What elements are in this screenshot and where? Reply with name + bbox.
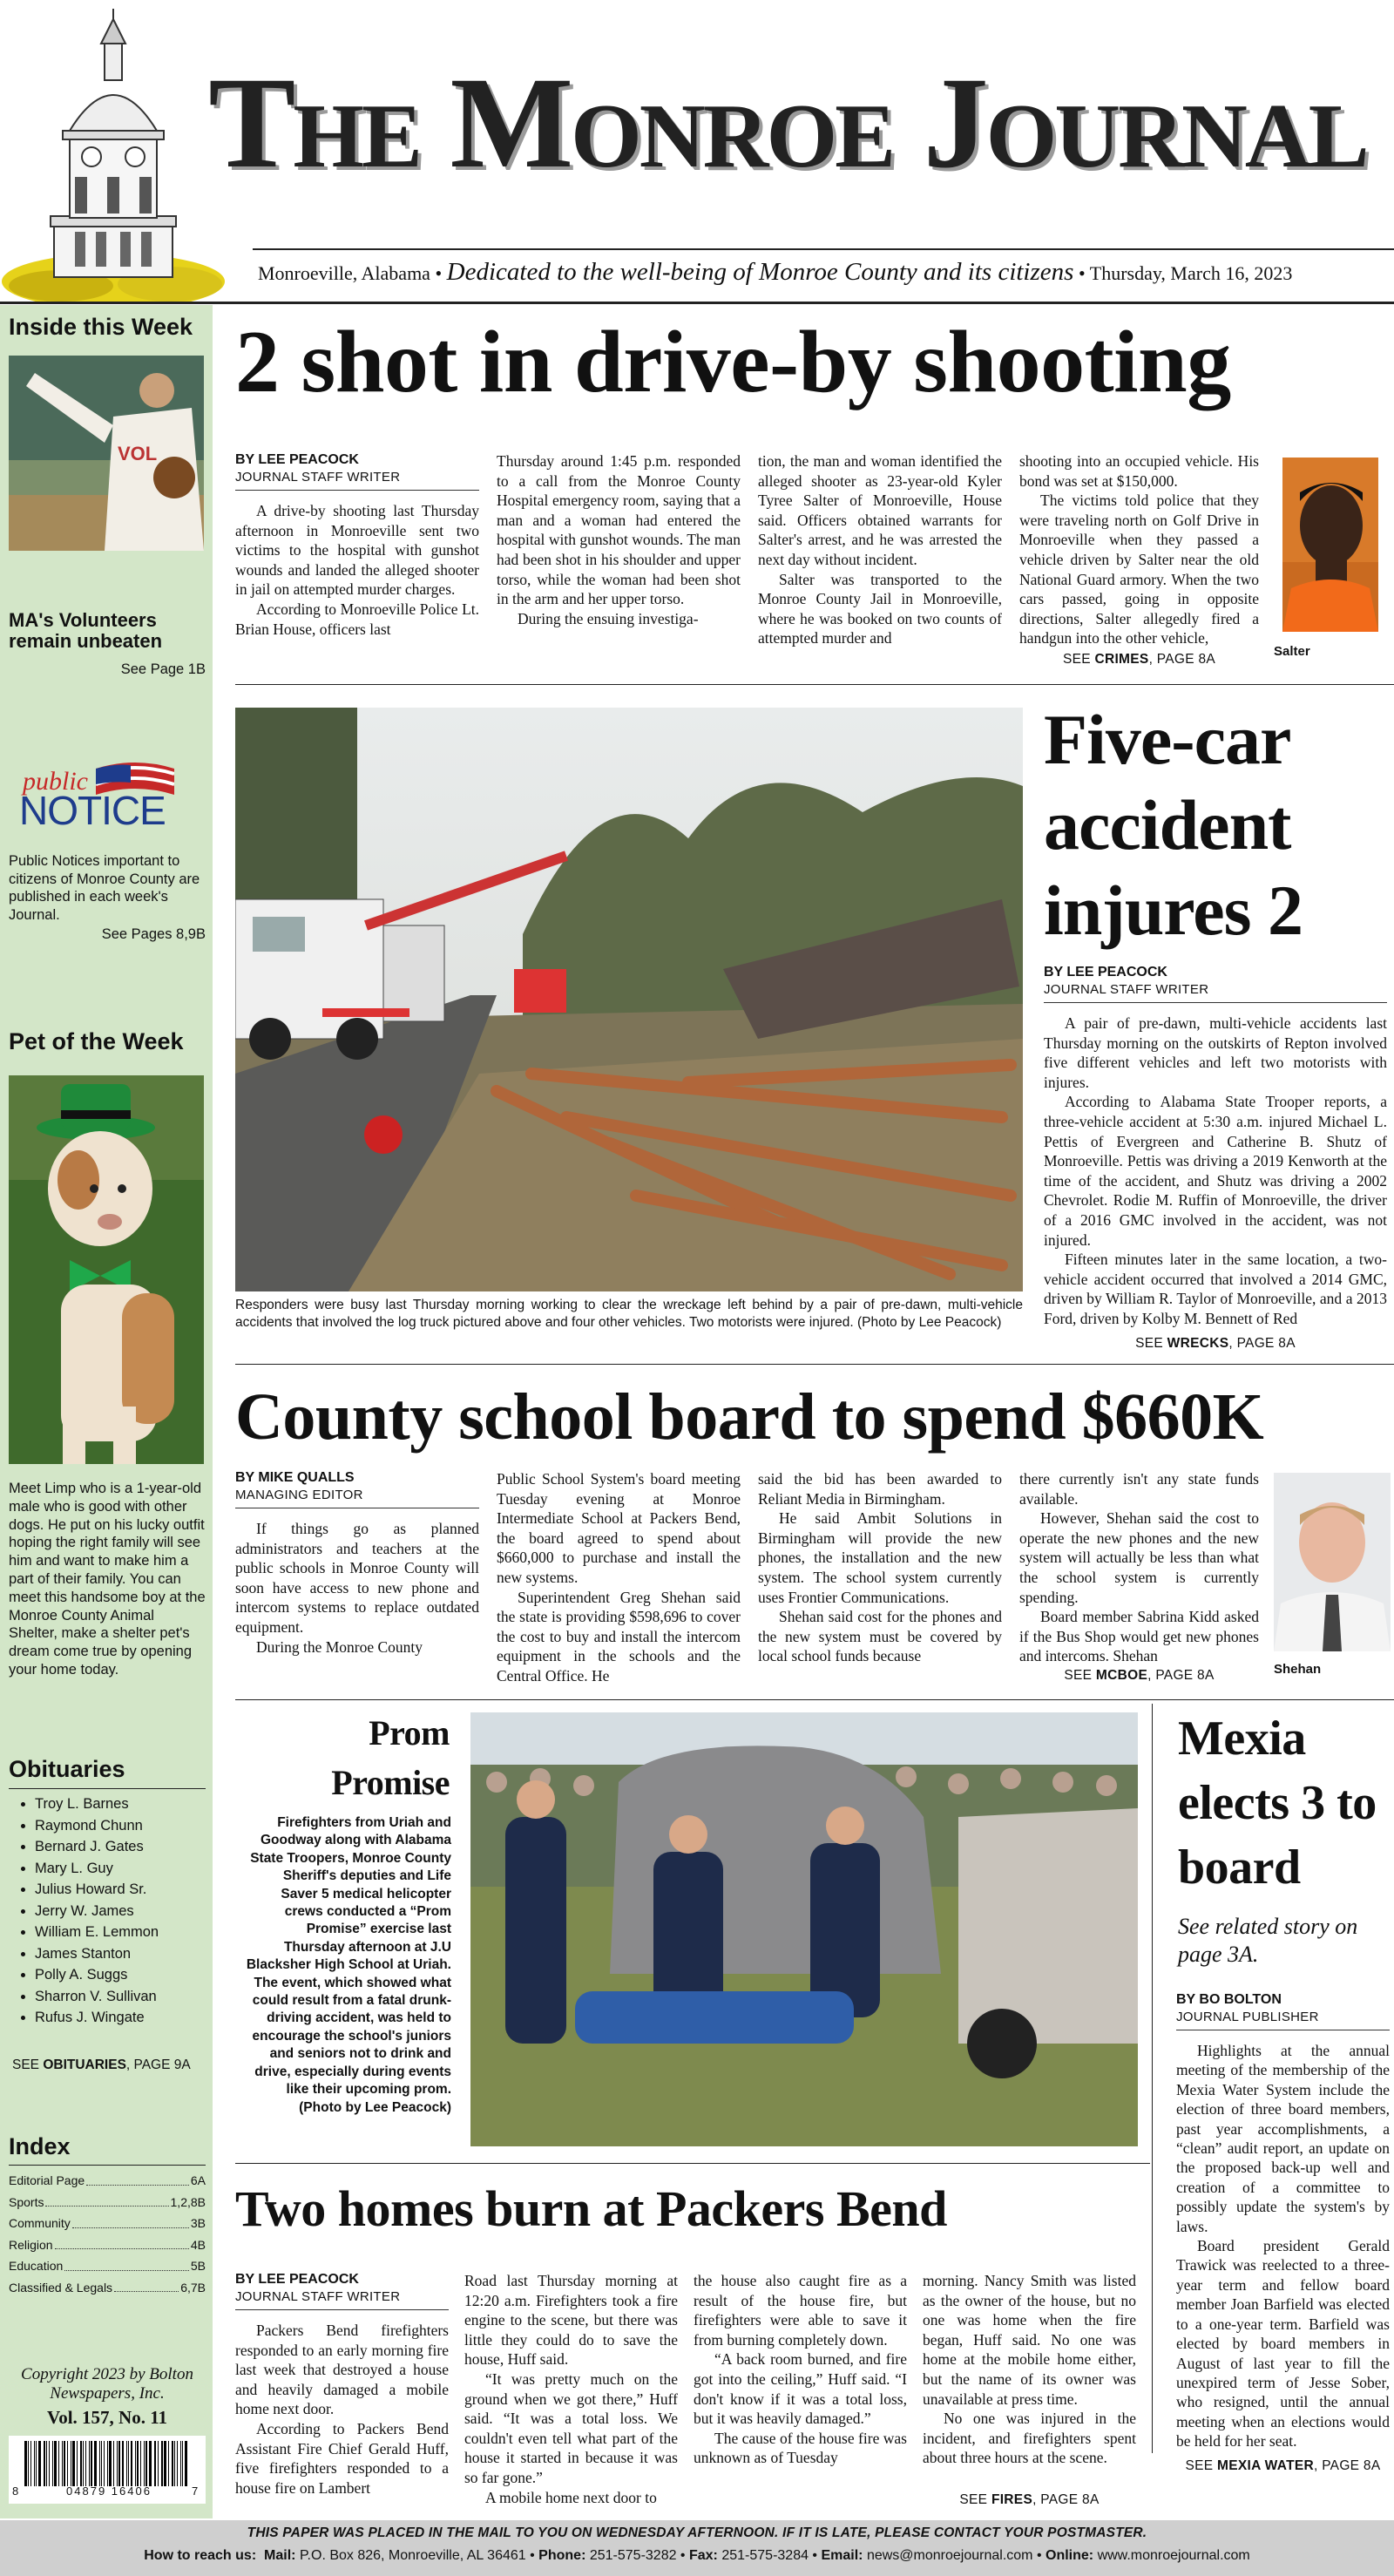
obituary-name: • Bernard J. Gates xyxy=(35,1836,206,1858)
paragraph: “A back room burned, and fire got into the ceiling,” Huff said. “I don't know if it was a total loss, but it was heavily damaged.” xyxy=(694,2350,907,2428)
pet-heading: Pet of the Week xyxy=(9,1028,184,1054)
paragraph: If things go as planned administrators and teachers at the public schools in Monroe County will soon have access to new phone and intercom systems to replace outdated equipment. xyxy=(235,1520,479,1636)
paragraph: said the bid has been awarded to Reliant Media in Birmingham. xyxy=(758,1470,1002,1508)
obituary-name: • Troy L. Barnes xyxy=(35,1793,206,1815)
postmaster-notice: THIS PAPER WAS PLACED IN THE MAIL TO YOU ON WEDNESDAY AFTERNOON. IF IT IS LATE, PLEASE CONTACT YOUR POSTMASTER. xyxy=(247,2525,1147,2540)
paragraph: According to Packers Bend Assistant Fire Chief Gerald Huff, five firefighters responded to a house fire on Lambert xyxy=(235,2419,449,2497)
volume: Vol. 157, No. 11 xyxy=(46,2407,168,2428)
story5-jump: SEE FIRES, PAGE 8A xyxy=(959,2491,1100,2507)
public-notice-logo: public NOTICE xyxy=(17,760,192,830)
story4-related: See related story on page 3A. xyxy=(1178,1914,1358,1967)
baseball-photo xyxy=(9,356,204,551)
masthead-title: The Monroe Journal xyxy=(208,51,1367,195)
paragraph: Shehan said cost for the phones and the new system must be covered by local school funds because xyxy=(758,1608,1002,1665)
masthead xyxy=(0,0,1394,305)
paragraph: Thursday around 1:45 p.m. responded to a call from the Monroe County Hospital emergency room, saying that a man and a woman had entered the hospital with gunshot wounds. The man had been shot in his shoulder and upper torso, while the woman had been shot in the arm and her upper torso. xyxy=(497,452,741,608)
svg-text:VOL: VOL xyxy=(118,443,158,464)
index-row: Editorial Page 6A xyxy=(9,2170,206,2192)
prom-headline: Prom Promise xyxy=(331,1713,450,1802)
index-row: Education 5B xyxy=(9,2255,206,2277)
paragraph: According to Monroeville Police Lt. Brian House, officers last xyxy=(235,600,479,638)
copyright: Copyright 2023 by Bolton Newspapers, Inc. xyxy=(21,2365,193,2403)
paragraph: “It was pretty much on the ground when we got there,” Huff said. “It was a total loss. We couldn't even tell what part of the house it started in because it was so far gone.” xyxy=(464,2369,678,2486)
pet-photo xyxy=(9,1075,204,1464)
paragraph: A mobile home next door to xyxy=(485,2488,657,2506)
story3-col1: BY MIKE QUALLS MANAGING EDITOR If things go as planned administrators and teachers at the public schools in Monroe County will soon have access to new phone and intercom systems to replace outdated equipment. During the Monroe County xyxy=(235,1470,479,1656)
obituaries-see: SEE OBITUARIES, PAGE 9A xyxy=(12,2057,191,2072)
paragraph: A drive-by shooting last Thursday afternoon in Monroeville sent two victims to the hospital with gunshot wounds and landed the alleged shooter in jail on attempted murder charges. xyxy=(235,502,479,599)
paragraph: During the ensuing investiga- xyxy=(518,609,699,627)
pet-text: Meet Limp who is a 1-year-old male who is good with other dogs. He put on his lucky outfit hoping the right family will see him and want to make him a part of their family. You can meet this handsome boy at the Monroe County Animal Shelter, make a shelter pet's dream come true by opening your home today. xyxy=(9,1481,206,1678)
paragraph: Board president Gerald Trawick was reelected to a three-year term and fellow board member Joan Barfield was elected to a one-year term. Barfield was elected by board members in August of last year to fill the unexpired term of Jesse Sober, who resigned, until the annual meeting when an elections would be held for her seat. xyxy=(1176,2237,1390,2451)
index-row: Community 3B xyxy=(9,2213,206,2234)
obituary-name: • Jerry W. James xyxy=(35,1901,206,1922)
obituary-name: • Julius Howard Sr. xyxy=(35,1879,206,1901)
story5-col1: BY LEE PEACOCK JOURNAL STAFF WRITER Packers Bend firefighters responded to an early morning fire last week that destroyed a house and heavily damaged a mobile home next door. According to Packers Bend Assistant Fire Chief Gerald Huff, five firefighters responded to a house fire on Lambert xyxy=(235,2272,449,2497)
index-heading: Index xyxy=(9,2133,71,2159)
accident-photo xyxy=(235,708,1023,1291)
story3-col3 xyxy=(758,1469,1002,1666)
paragraph: Board member Sabrina Kidd asked if the Bus Shop would get new phones and intercoms. Shehan xyxy=(1019,1608,1259,1665)
story5-col3 xyxy=(694,2271,907,2468)
story4-jump: SEE MEXIA WATER, PAGE 8A xyxy=(1185,2457,1381,2473)
paragraph: Public School System's board meeting Tuesday evening at Monroe Intermediate School at Packers Bend, the board agreed to spend about $660,000 to purchase and install the new systems. xyxy=(497,1470,741,1586)
barcode: 8 04879 16406 7 xyxy=(9,2436,206,2504)
index-list xyxy=(9,2170,206,2298)
obituary-name: • William E. Lemmon xyxy=(35,1922,206,1943)
story4-body: BY BO BOLTON JOURNAL PUBLISHER Highlights at the annual meeting of the membership of the Mexia Water System include the election of three board members, past year accomplishments, a “clean” audit report, an update on the proposed back-up well and creation of a committee to possibly update the system's by laws. Board president Gerald Trawick was reelected to a three-year term and fellow board member Joan Barfield was elected to a one-year term. Barfield was elected by board members in August of last year to fill the unexpired term of Jesse Sober, who resigned, until the annual meeting when an elections would be held for her seat. SEE MEXIA WATER, PAGE 8A xyxy=(1176,1991,1390,2476)
index-row: Classified & Legals 6,7B xyxy=(9,2277,206,2299)
footer xyxy=(0,2520,1394,2576)
paragraph: Packers Bend firefighters responded to an early morning fire last week that destroyed a house and heavily damaged a mobile home next door. xyxy=(235,2322,449,2418)
story4-headline: Mexia elects 3 to board xyxy=(1178,1712,1377,1895)
story1-col3 xyxy=(758,451,1002,648)
obituaries-heading: Obituaries xyxy=(9,1756,125,1782)
paragraph: morning. Nancy Smith was listed as the owner of the house, but no one was home when the fire began, Huff said. No one was home at the mobile home either, but the name of its owner was unavailable at press time. xyxy=(923,2272,1136,2408)
paragraph: He said Ambit Solutions in Birmingham will provide the new phones, the installation and the new system. The school system currently uses Frontier Communications. xyxy=(758,1509,1002,1606)
story2-headline: Five-car accident injures 2 xyxy=(1044,700,1303,950)
obituary-name: • Sharron V. Sullivan xyxy=(35,1986,206,2008)
story5-headline: Two homes burn at Packers Bend xyxy=(235,2180,947,2237)
inside-heading: Inside this Week xyxy=(9,314,193,340)
paragraph: According to Alabama State Trooper reports, a three-vehicle accident at 5:30 a.m. injured Michael L. Pettis of Evergreen and Catherine B. Shutz of Monroeville. Pettis was driving a 2019 Kenworth at the time of the accident, and Shutz was driving a 2002 Chevrolet. Rodie M. Ruffin of Monroeville, the driver of a 2016 GMC involved in the accident, was not injured. xyxy=(1044,1093,1387,1249)
paragraph: Salter was transported to the Monroe County Jail in Monroeville, where he was booked on two counts of attempted murder and xyxy=(758,570,1002,647)
story3-col4 xyxy=(1019,1469,1259,1686)
story2-jump: SEE WRECKS, PAGE 8A xyxy=(1135,1335,1296,1351)
shehan-mugshot xyxy=(1274,1473,1391,1651)
story3-col2 xyxy=(497,1469,741,1686)
story2-body: BY LEE PEACOCK JOURNAL STAFF WRITER A pair of pre-dawn, multi-vehicle accidents last Thursday morning on the outskirts of Repton involved five different vehicles and left two motorists with injures. According to Alabama State Trooper reports, a three-vehicle accident at 5:30 a.m. injured Michael L. Pettis of Evergreen and Catherine B. Shutz of Monroeville. Pettis was driving a 2019 Kenworth at the time of the accident, and Shutz was driving a 2002 Chevrolet. Rodie M. Ruffin of Monroeville, the driver of a 2016 GMC involved in the accident, was not injured. Fifteen minutes later in the same location, a two-vehicle accident occurred that involved a 2014 GMC, driven by William R. Taylor of Monroeville, and a 2013 Ford, driven by Kolby M. Bennett of Red SEE WRECKS, PAGE 8A xyxy=(1044,964,1387,1353)
paragraph: The victims told police that they were traveling north on Golf Drive in Monroeville when they passed a vehicle driven by Salter near the old National Guard armory. When the two cars passed, going in opposite directions, Salter allegedly fired a handgun into the other vehicle, xyxy=(1019,491,1259,647)
story3-jump: SEE MCBOE, PAGE 8A xyxy=(1064,1667,1215,1683)
story1-jump: SEE CRIMES, PAGE 8A xyxy=(1062,651,1216,667)
story5-col4 xyxy=(923,2271,1136,2511)
sidebar xyxy=(0,305,213,2518)
paragraph: The cause of the house fire was unknown as of Tuesday xyxy=(694,2429,907,2467)
paragraph: A pair of pre-dawn, multi-vehicle accidents last Thursday morning on the outskirts of Repton involved five different vehicles and left two motorists with injures. xyxy=(1044,1014,1387,1091)
index-row: Sports 1,2,8B xyxy=(9,2192,206,2213)
paragraph: No one was injured in the incident, and firefighters spent about three hours at the scene. xyxy=(923,2410,1136,2467)
paragraph: During the Monroe County xyxy=(256,1637,423,1656)
paragraph: there currently isn't any state funds available. xyxy=(1019,1470,1259,1508)
obituary-name: • Raymond Chunn xyxy=(35,1815,206,1837)
obituary-list xyxy=(9,1793,206,2029)
paragraph: Road last Thursday morning at 12:20 a.m. Firefighters took a fire engine to the scene, but there was little they could do to save the house, Huff said. xyxy=(464,2272,678,2369)
notice-see: See Pages 8,9B xyxy=(101,926,206,942)
story5-col2 xyxy=(464,2271,678,2507)
story1-headline: 2 shot in drive-by shooting xyxy=(235,313,1231,411)
website-link[interactable]: www.monroejournal.com xyxy=(1097,2548,1250,2563)
salter-mugshot xyxy=(1282,458,1378,632)
story3-headline: County school board to spend $660K xyxy=(235,1380,1264,1454)
inside-headline: MA's Volunteers remain unbeaten xyxy=(9,609,163,652)
story1-col4 xyxy=(1019,451,1259,670)
paragraph: tion, the man and woman identified the alleged shooter as 23-year-old Kyler Tyree Salter of Monroeville, House said. Officers obtained warrants for Salter's arrest, and he was arrested the next day without incident. xyxy=(758,452,1002,568)
obituary-name: • Polly A. Suggs xyxy=(35,1964,206,1986)
email-link[interactable]: news@monroejournal.com xyxy=(866,2548,1033,2563)
obituary-name: • Mary L. Guy xyxy=(35,1858,206,1880)
story1-col1: BY LEE PEACOCK JOURNAL STAFF WRITER A drive-by shooting last Thursday afternoon in Monroeville sent two victims to the hospital with gunshot wounds and landed the alleged shooter in jail on attempted murder charges. According to Monroeville Police Lt. Brian House, officers last xyxy=(235,452,479,638)
notice-text: Public Notices important to citizens of Monroe County are published in each week's Journal. xyxy=(9,853,200,923)
paragraph: shooting into an occupied vehicle. His bond was set at $150,000. xyxy=(1019,452,1259,490)
masthead-tagline: Monroeville, Alabama • Dedicated to the well-being of Monroe County and its citizens • Thursday, March 16, 2023 xyxy=(258,258,1293,286)
prom-photo xyxy=(470,1712,1138,2146)
contact-line: How to reach us: Mail: P.O. Box 826, Monroeville, AL 36461 • Phone: 251-575-3282 • Fax: 251-575-3284 • Email: news@monroejournal.com • Online: www.monroejournal.com xyxy=(144,2548,1250,2563)
index-row: Religion 4B xyxy=(9,2234,206,2256)
obituary-name: • Rufus J. Wingate xyxy=(35,2007,206,2029)
obituary-name: • James Stanton xyxy=(35,1943,206,1965)
paragraph: Fifteen minutes later in the same location, a two-vehicle accident occurred that involved a 2014 GMC, driven by William R. Taylor of Monroeville, and a 2013 Ford, driven by Kolby M. Bennett of Red xyxy=(1044,1251,1387,1327)
prom-caption: Firefighters from Uriah and Goodway along with Alabama State Troopers, Monroe County Sheriff's deputies and Life Saver 5 medical helicopter crews conducted a “Prom Promise” exercise last Thursday afternoon at J.U Blacksher High School at Uriah. The event, which showed what could result from a fatal drunk-driving accident, was held to encourage the school's juniors and seniors not to drink and drive, especially during events like their upcoming prom. (Photo by Lee Peacock) xyxy=(246,1815,451,2115)
shehan-caption: Shehan xyxy=(1274,1662,1322,1677)
paragraph: the house also caught fire as a result of the house fire, but firefighters were able to save it from burning completely down. xyxy=(694,2272,907,2349)
inside-see: See Page 1B xyxy=(120,661,206,677)
accident-caption: Responders were busy last Thursday morning working to clear the wreckage left behind by a pair of pre-dawn, multi-vehicle accidents that involved the log truck pictured above and four other vehicles. Two motorists were injured. (Photo by Lee Peacock) xyxy=(235,1298,1023,1330)
story1-col2 xyxy=(497,451,741,628)
paragraph: However, Shehan said the cost to operate the new phones and the new system will actually be less than what the school system is currently spending. xyxy=(1019,1509,1259,1606)
paragraph: Superintendent Greg Shehan said the state is providing $598,696 to cover the cost to buy and install the intercom equipment in the schools and the Central Office. He xyxy=(497,1588,741,1685)
salter-caption: Salter xyxy=(1274,644,1310,659)
paragraph: Highlights at the annual meeting of the membership of the Mexia Water System include the election of three board members, past year accomplishments, a “clean” audit report, an update on the proposed back-up well and creation of a committee to possibly update the system's by laws. xyxy=(1176,2042,1390,2235)
